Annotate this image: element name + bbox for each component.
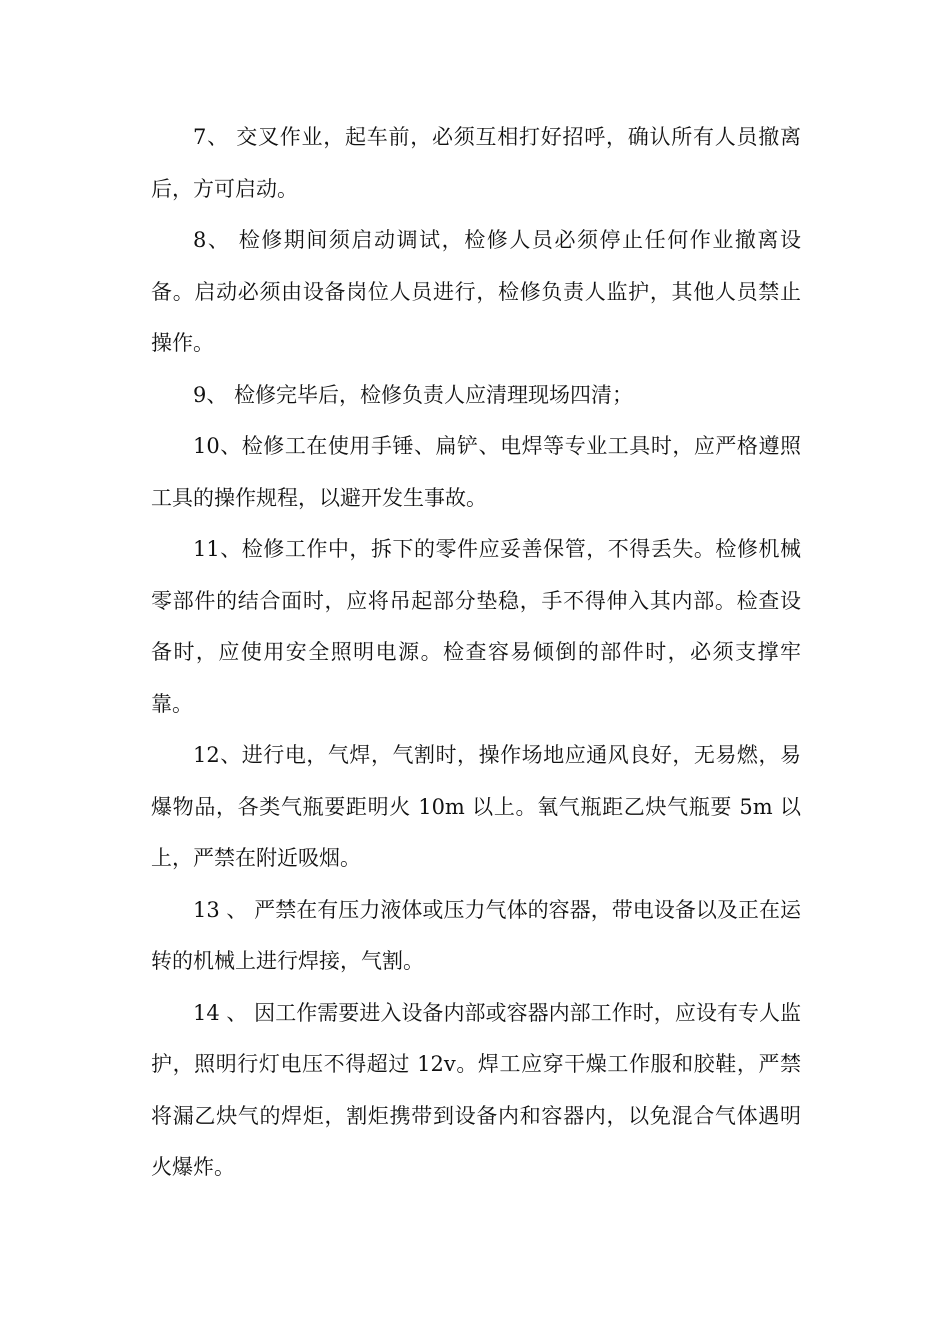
document-body	[151, 112, 801, 1194]
paragraph-12: 12、进行电，气焊，气割时，操作场地应通风良好，无易燃，易爆物品，各类气瓶要距明火 10m 以上。氧气瓶距乙炔气瓶要 5m 以上，严禁在附近吸烟。	[151, 743, 801, 870]
paragraph-10: 10、检修工在使用手锤、扁铲、电焊等专业工具时，应严格遵照工具的操作规程，以避开发生事故。	[151, 434, 801, 510]
paragraph-8: 8、 检修期间须启动调试，检修人员必须停止任何作业撤离设备。启动必须由设备岗位人员进行，检修负责人监护，其他人员禁止操作。	[151, 228, 801, 355]
paragraph-9: 9、 检修完毕后，检修负责人应清理现场四清；	[193, 382, 634, 407]
paragraph-7: 7、 交叉作业，起车前，必须互相打好招呼，确认所有人员撤离后，方可启动。	[151, 125, 801, 201]
paragraph-14: 14 、 因工作需要进入设备内部或容器内部工作时，应设有专人监护，照明行灯电压不得超过 12v。焊工应穿干燥工作服和胶鞋，严禁将漏乙炔气的焊炬，割炬携带到设备内和容器内，以免混合气体遇明火爆炸。	[151, 1000, 801, 1179]
paragraph-13: 13 、 严禁在有压力液体或压力气体的容器，带电设备以及正在运转的机械上进行焊接，气割。	[151, 897, 801, 973]
paragraph-11: 11、检修工作中，拆下的零件应妥善保管，不得丢失。检修机械零部件的结合面时，应将吊起部分垫稳，手不得伸入其内部。检查设备时，应使用安全照明电源。检查容易倾倒的部件时，必须支撑牢靠。	[151, 537, 801, 716]
